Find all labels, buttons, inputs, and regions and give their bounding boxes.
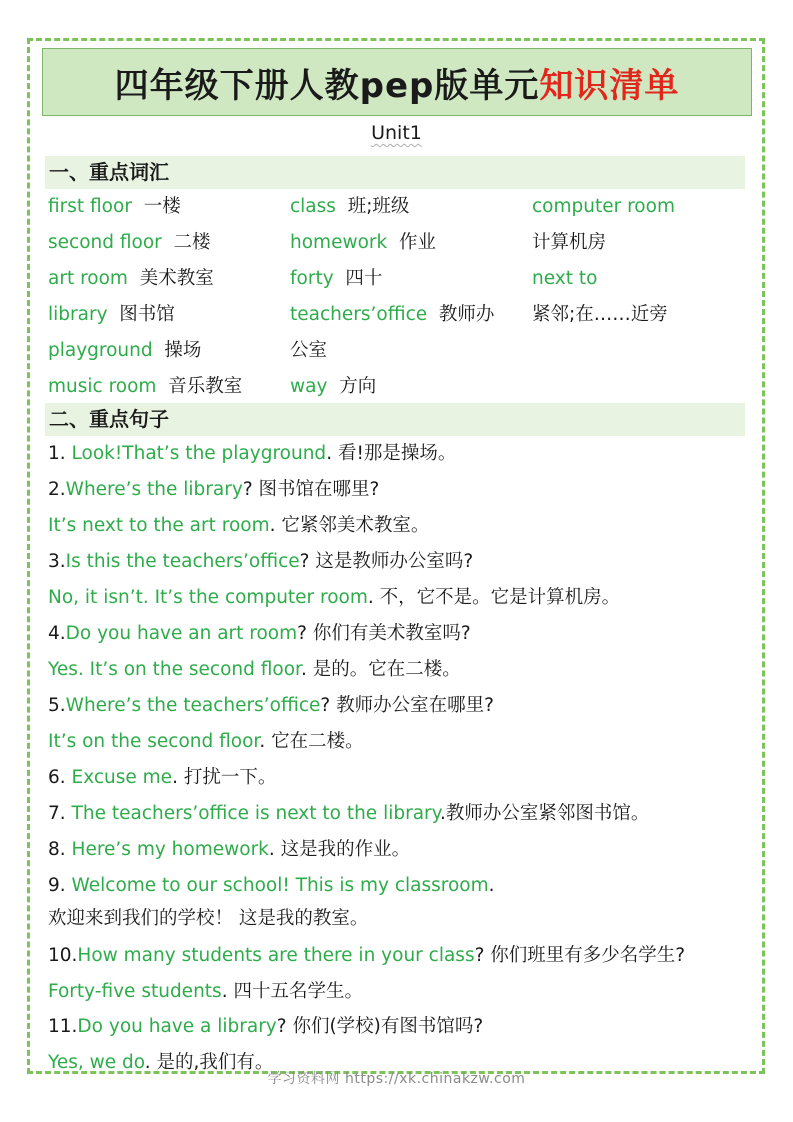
sentence-line: 1. Look!That’s the playground. 看!那是操场。	[48, 443, 457, 464]
vocab-item: playground 操场	[48, 340, 202, 361]
title-red: 知识清单	[539, 65, 680, 106]
vocab-item: class 班;班级	[290, 196, 410, 217]
sentence-line: 8. Here’s my homework. 这是我的作业。	[48, 839, 411, 860]
vocab-item: 公室	[290, 340, 328, 361]
sentence-line: 欢迎来到我们的学校！ 这是我的教室。	[48, 908, 369, 929]
vocab-item: music room 音乐教室	[48, 376, 243, 397]
vocab-item: computer room	[532, 196, 675, 217]
sentence-line: 6. Excuse me. 打扰一下。	[48, 767, 277, 788]
sentence-line: Yes. It’s on the second floor. 是的。它在二楼。	[48, 659, 461, 680]
sentence-line: 10.How many students are there in your class? 你们班里有多少名学生?	[48, 945, 686, 966]
sentence-line: It’s next to the art room. 它紧邻美术教室。	[48, 515, 430, 536]
sentence-section-header: 二、重点句子	[45, 403, 745, 436]
vocab-item: way 方向	[290, 376, 377, 397]
page-title	[42, 48, 752, 116]
sentence-line: 4.Do you have an art room? 你们有美术教室吗?	[48, 623, 471, 644]
vocab-item: first floor 一楼	[48, 196, 181, 217]
vocab-item: forty 四十	[290, 268, 383, 289]
sentence-line: It’s on the second floor. 它在二楼。	[48, 731, 364, 752]
vocab-section-header: 一、重点词汇	[45, 156, 745, 189]
sentence-line: No, it isn’t. It’s the computer room. 不，它不是。它是计算机房。	[48, 587, 621, 608]
vocab-item: second floor 二楼	[48, 232, 211, 253]
vocab-item: library 图书馆	[48, 304, 175, 325]
sentence-line: Yes, we do. 是的,我们有。	[48, 1052, 274, 1073]
vocab-item: homework 作业	[290, 232, 436, 253]
vocab-item: 紧邻;在……近旁	[532, 304, 668, 325]
vocab-item: next to	[532, 268, 598, 289]
sentence-line: 9. Welcome to our school! This is my classroom.	[48, 875, 495, 896]
unit-heading: Unit1	[371, 122, 422, 144]
sentence-line: 5.Where’s the teachers’office? 教师办公室在哪里?	[48, 695, 494, 716]
title-black: 四年级下册人教pep版单元	[114, 65, 540, 106]
sentence-line: 7. The teachers’office is next to the library.教师办公室紧邻图书馆。	[48, 803, 650, 824]
vocab-item: 计算机房	[532, 232, 607, 253]
sentence-line: 2.Where’s the library? 图书馆在哪里?	[48, 479, 380, 500]
sentence-line: Forty-five students. 四十五名学生。	[48, 981, 363, 1002]
vocab-item: teachers’office 教师办	[290, 304, 495, 325]
sentence-line: 3.Is this the teachers’office? 这是教师办公室吗?	[48, 551, 474, 572]
sentence-line: 11.Do you have a library? 你们(学校)有图书馆吗?	[48, 1016, 484, 1037]
footer-watermark: 学习资料网 https://xk.chinakzw.com	[267, 1071, 526, 1087]
vocab-item: art room 美术教室	[48, 268, 214, 289]
